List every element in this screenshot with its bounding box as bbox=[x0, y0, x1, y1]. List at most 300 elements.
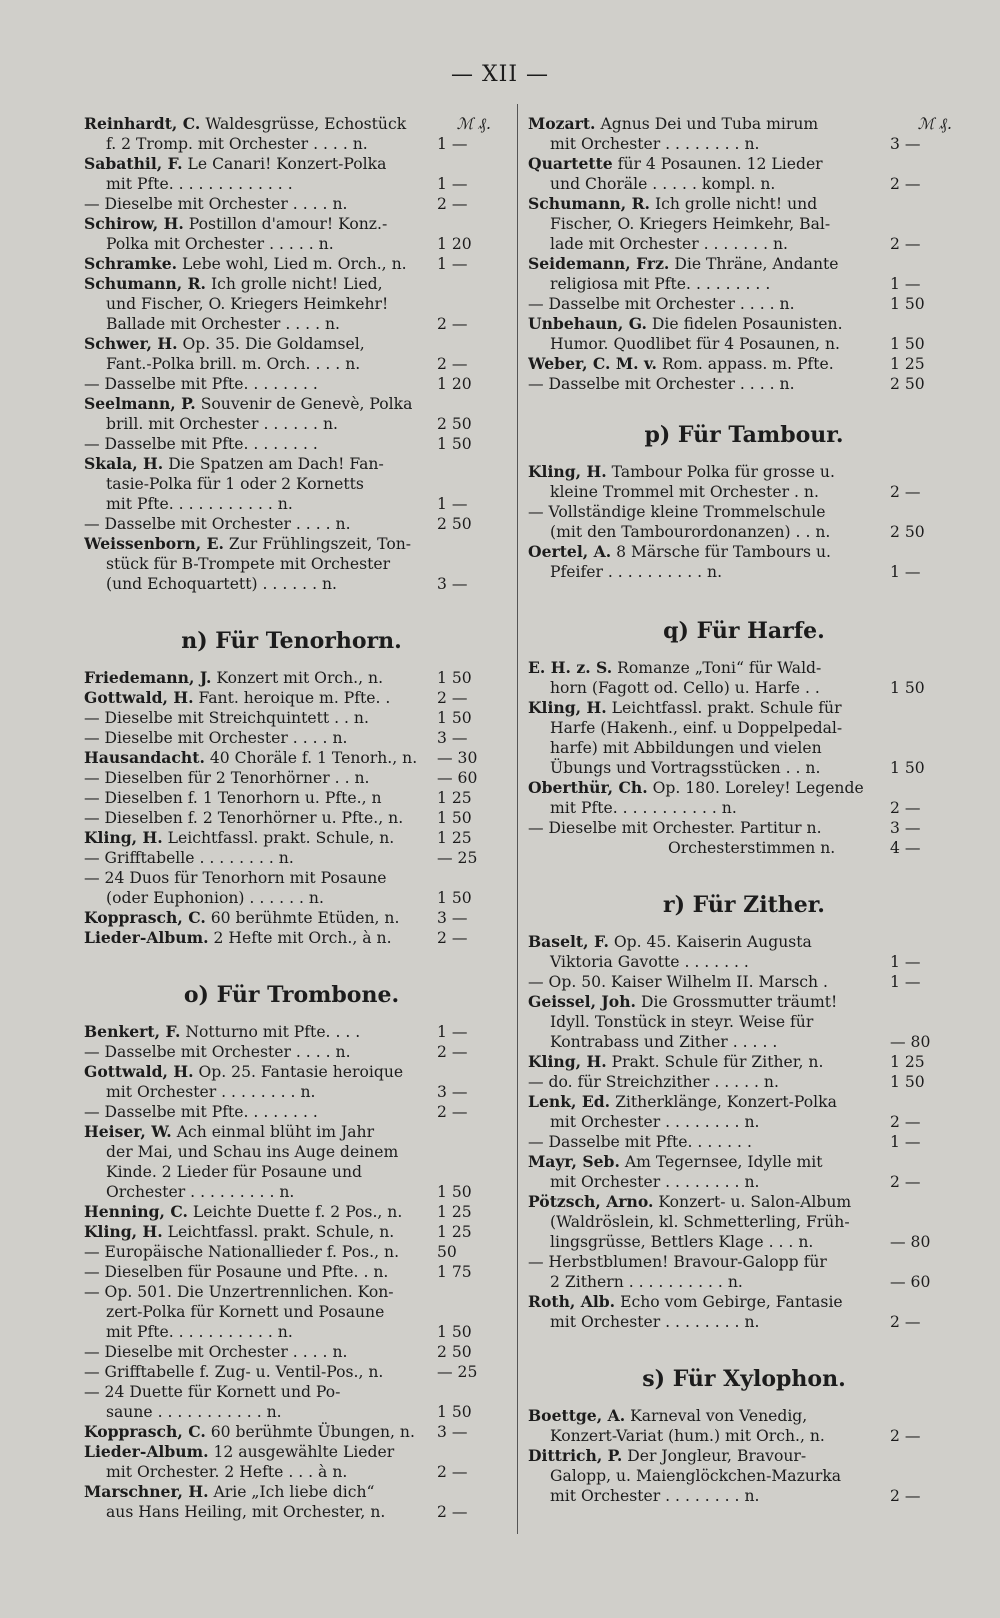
catalog-entry bbox=[528, 1446, 960, 1506]
catalog-entry bbox=[528, 658, 960, 698]
entry-text: Am Tegernsee, Idylle mit bbox=[624, 1153, 823, 1171]
price: — 60 bbox=[437, 769, 478, 787]
entry-text: — Dasselbe mit Orchester . . . . n. bbox=[528, 375, 795, 393]
entry-first-line bbox=[528, 698, 960, 718]
composer-name: Roth, Alb. bbox=[528, 1292, 616, 1311]
catalog-entry bbox=[528, 778, 960, 818]
entry-text: Op. 25. Fantasie heroique bbox=[198, 1063, 404, 1081]
entry-text: — Dasselbe mit Pfte. . . . . . . bbox=[528, 1133, 752, 1151]
composer-name: Schirow, H. bbox=[84, 214, 184, 233]
price: 3 — bbox=[437, 1423, 468, 1441]
price: 2 — bbox=[890, 1487, 921, 1505]
section-heading: o) Für Trombone. bbox=[183, 982, 400, 1008]
entry-text: Polka mit Orchester . . . . . n. bbox=[106, 235, 334, 253]
entry-text: Arie „Ich liebe dich“ bbox=[213, 1483, 375, 1501]
price: 1 50 bbox=[437, 669, 472, 687]
entry-text: Ich grolle nicht! und bbox=[654, 195, 818, 213]
entry-first-line bbox=[528, 1446, 960, 1466]
entry-first-line bbox=[528, 114, 960, 134]
price: 2 50 bbox=[437, 415, 472, 433]
entry-text: — Dieselbe mit Orchester . . . . n. bbox=[84, 1343, 348, 1361]
catalog-entry bbox=[84, 708, 499, 728]
entry-text: Kinde. 2 Lieder für Posaune und bbox=[106, 1163, 362, 1181]
price: 3 — bbox=[890, 819, 921, 837]
entry-text: Kontrabass und Zither . . . . . bbox=[550, 1033, 778, 1051]
entry-continuation-line bbox=[84, 294, 499, 314]
composer-name: Hausandacht. bbox=[84, 748, 205, 767]
composer-name: Henning, C. bbox=[84, 1202, 188, 1221]
entry-text: Ach einmal blüht im Jahr bbox=[176, 1123, 375, 1141]
catalog-entry bbox=[84, 1242, 499, 1262]
entry-text: (oder Euphonion) . . . . . . n. bbox=[106, 889, 324, 907]
catalog-entry bbox=[84, 1062, 499, 1102]
entry-first-line bbox=[528, 254, 960, 274]
composer-name: Schumann, R. bbox=[528, 194, 650, 213]
entry-continuation-line bbox=[84, 554, 499, 574]
composer-name: Oberthür, Ch. bbox=[528, 778, 648, 797]
price: 4 — bbox=[890, 839, 921, 857]
price: 1 — bbox=[890, 973, 921, 991]
entry-text: Prakt. Schule für Zither, n. bbox=[611, 1053, 824, 1071]
entry-text: Leichte Duette f. 2 Pos., n. bbox=[192, 1203, 403, 1221]
price: 3 — bbox=[437, 909, 468, 927]
catalog-entry bbox=[84, 154, 499, 194]
entry-text: Echo vom Gebirge, Fantasie bbox=[620, 1293, 843, 1311]
catalog-entry bbox=[84, 514, 499, 534]
price: 1 25 bbox=[437, 1223, 472, 1241]
entry-text: — Op. 501. Die Unzertrennlichen. Kon- bbox=[84, 1283, 394, 1301]
entry-first-line bbox=[528, 462, 960, 482]
catalog-entry bbox=[528, 114, 960, 154]
entry-text: 2 Hefte mit Orch., à n. bbox=[213, 929, 392, 947]
catalog-entry bbox=[84, 254, 499, 274]
composer-name: Kopprasch, C. bbox=[84, 908, 206, 927]
entry-first-line bbox=[84, 1442, 499, 1462]
composer-name: Kling, H. bbox=[528, 698, 607, 717]
entry-text: lade mit Orchester . . . . . . . n. bbox=[550, 235, 788, 253]
composer-name: Weber, C. M. v. bbox=[528, 354, 657, 373]
price: 1 — bbox=[437, 495, 468, 513]
price: 3 — bbox=[437, 575, 468, 593]
catalog-entry bbox=[528, 1152, 960, 1192]
catalog-entry bbox=[528, 354, 960, 374]
entry-first-line bbox=[84, 334, 499, 354]
price: — 25 bbox=[437, 849, 478, 867]
price: 1 50 bbox=[437, 435, 472, 453]
entry-first-line bbox=[84, 1122, 499, 1142]
composer-name: Boettge, A. bbox=[528, 1406, 626, 1425]
entry-first-line bbox=[528, 314, 960, 334]
price: 2 — bbox=[437, 355, 468, 373]
entry-text: Pfeifer . . . . . . . . . . n. bbox=[550, 563, 723, 581]
catalog-entry bbox=[528, 462, 960, 502]
price: 3 — bbox=[890, 135, 921, 153]
entry-text: f. 2 Tromp. mit Orchester . . . . n. bbox=[106, 135, 368, 153]
catalog-entry bbox=[84, 1122, 499, 1202]
entry-text: Zur Frühlingszeit, Ton- bbox=[228, 535, 412, 553]
entry-text: zert-Polka für Kornett und Posaune bbox=[106, 1303, 385, 1321]
entry-text: — Dieselben für 2 Tenorhörner . . n. bbox=[84, 769, 370, 787]
entry-text: Rom. appass. m. Pfte. bbox=[661, 355, 834, 373]
catalog-entry bbox=[528, 932, 960, 972]
entry-text: Konzert mit Orch., n. bbox=[216, 669, 384, 687]
entry-text: Viktoria Gavotte . . . . . . . bbox=[550, 953, 749, 971]
entry-text: Galopp, u. Maienglöckchen-Mazurka bbox=[550, 1467, 842, 1485]
catalog-entry bbox=[84, 1042, 499, 1062]
composer-name: Kling, H. bbox=[528, 462, 607, 481]
composer-name: Lenk, Ed. bbox=[528, 1092, 611, 1111]
catalog-entry bbox=[528, 254, 960, 294]
price: 1 — bbox=[890, 275, 921, 293]
composer-name: Oertel, A. bbox=[528, 542, 612, 561]
entry-text: mit Pfte. . . . . . . . . . . n. bbox=[550, 799, 737, 817]
entry-text: Konzert-Variat (hum.) mit Orch., n. bbox=[550, 1427, 825, 1445]
entry-continuation-line bbox=[528, 1212, 960, 1232]
entry-text: 12 ausgewählte Lieder bbox=[213, 1443, 395, 1461]
entry-first-line bbox=[528, 1192, 960, 1212]
entry-text: Postillon d'amour! Konz.- bbox=[188, 215, 388, 233]
entry-text: — Grifftabelle f. Zug- u. Ventil-Pos., n. bbox=[84, 1363, 384, 1381]
catalog-entry bbox=[84, 1222, 499, 1242]
entry-text: — Dieselben für Posaune und Pfte. . n. bbox=[84, 1263, 389, 1281]
composer-name: Marschner, H. bbox=[84, 1482, 209, 1501]
entry-first-line bbox=[528, 154, 960, 174]
entry-text: Fant. heroique m. Pfte. . bbox=[198, 689, 391, 707]
composer-name: Kling, H. bbox=[84, 1222, 163, 1241]
composer-name: Mozart. bbox=[528, 114, 596, 133]
entry-text: — Dieselbe mit Orchester . . . . n. bbox=[84, 195, 348, 213]
catalog-entry bbox=[84, 868, 499, 908]
entry-text: — Dasselbe mit Pfte. . . . . . . . bbox=[84, 435, 318, 453]
entry-text: Die fidelen Posaunisten. bbox=[651, 315, 843, 333]
entry-continuation-line bbox=[528, 214, 960, 234]
composer-name: Skala, H. bbox=[84, 454, 164, 473]
composer-name: Seidemann, Frz. bbox=[528, 254, 670, 273]
catalog-entry bbox=[84, 334, 499, 374]
entry-first-line bbox=[528, 1152, 960, 1172]
catalog-entry bbox=[84, 194, 499, 214]
catalog-entry bbox=[84, 1382, 499, 1422]
entry-text: — Dasselbe mit Orchester . . . . n. bbox=[84, 515, 351, 533]
composer-name: Baselt, F. bbox=[528, 932, 609, 951]
price: 3 — bbox=[437, 729, 468, 747]
entry-text: Le Canari! Konzert-Polka bbox=[187, 155, 387, 173]
composer-name: Schwer, H. bbox=[84, 334, 178, 353]
entry-text: Übungs und Vortragsstücken . . n. bbox=[550, 759, 821, 777]
price: 1 20 bbox=[437, 235, 472, 253]
composer-name: Geissel, Joh. bbox=[528, 992, 636, 1011]
price: 2 — bbox=[890, 235, 921, 253]
catalog-entry bbox=[528, 698, 960, 778]
price: 2 — bbox=[890, 1113, 921, 1131]
entry-text: Op. 45. Kaiserin Augusta bbox=[613, 933, 812, 951]
catalog-entry bbox=[84, 114, 499, 154]
price: 1 50 bbox=[437, 709, 472, 727]
price: 1 25 bbox=[437, 829, 472, 847]
price: 1 50 bbox=[437, 889, 472, 907]
price: 2 — bbox=[437, 1503, 468, 1521]
entry-text: Die Grossmutter träumt! bbox=[640, 993, 838, 1011]
entry-text: — Dieselbe mit Orchester . . . . n. bbox=[84, 729, 348, 747]
section-heading: s) Für Xylophon. bbox=[642, 1366, 846, 1392]
entry-text: — Vollständige kleine Trommelschule bbox=[528, 503, 826, 521]
entry-text: tasie-Polka für 1 oder 2 Kornetts bbox=[106, 475, 364, 493]
entry-text: Fischer, O. Kriegers Heimkehr, Bal- bbox=[550, 215, 831, 233]
price: 1 25 bbox=[437, 789, 472, 807]
entry-first-line bbox=[84, 214, 499, 234]
column-divider bbox=[517, 104, 518, 1534]
catalog-entry bbox=[528, 194, 960, 254]
entry-text: — Dasselbe mit Orchester . . . . n. bbox=[528, 295, 795, 313]
entry-continuation-line bbox=[84, 1302, 499, 1322]
entry-first-line bbox=[84, 114, 499, 134]
entry-first-line bbox=[528, 194, 960, 214]
price: 1 50 bbox=[437, 1403, 472, 1421]
catalog-entry bbox=[528, 314, 960, 354]
entry-text: lingsgrüsse, Bettlers Klage . . . n. bbox=[550, 1233, 814, 1251]
entry-text: 2 Zithern . . . . . . . . . . n. bbox=[550, 1273, 743, 1291]
composer-name: Dittrich, P. bbox=[528, 1446, 623, 1465]
price: 1 50 bbox=[437, 1323, 472, 1341]
price: 1 50 bbox=[890, 335, 925, 353]
entry-first-line bbox=[84, 1062, 499, 1082]
entry-text: Tambour Polka für grosse u. bbox=[611, 463, 835, 481]
composer-name: E. H. z. S. bbox=[528, 658, 613, 677]
entry-first-line bbox=[528, 1292, 960, 1312]
composer-name: Benkert, F. bbox=[84, 1022, 181, 1041]
catalog-entry bbox=[528, 992, 960, 1052]
price: 2 — bbox=[437, 1463, 468, 1481]
price: 1 50 bbox=[437, 809, 472, 827]
composer-name: Seelmann, P. bbox=[84, 394, 196, 413]
entry-text: mit Pfte. . . . . . . . . . . . . bbox=[106, 175, 293, 193]
composer-name: Mayr, Seb. bbox=[528, 1152, 620, 1171]
entry-text: Waldesgrüsse, Echostück bbox=[205, 115, 407, 133]
section-heading: r) Für Zither. bbox=[663, 892, 825, 918]
price: 2 — bbox=[437, 195, 468, 213]
entry-continuation-line bbox=[528, 738, 960, 758]
price: 1 — bbox=[437, 135, 468, 153]
entry-text: mit Orchester . . . . . . . . n. bbox=[550, 1487, 760, 1505]
composer-name: Lieder-Album. bbox=[84, 1442, 209, 1461]
entry-continuation-line bbox=[84, 474, 499, 494]
price: 2 — bbox=[437, 929, 468, 947]
catalog-entry bbox=[528, 1192, 960, 1252]
entry-text: — 24 Duos für Tenorhorn mit Posaune bbox=[84, 869, 387, 887]
price: 1 50 bbox=[890, 759, 925, 777]
entry-text: Notturno mit Pfte. . . . bbox=[185, 1023, 361, 1041]
composer-name: Kling, H. bbox=[528, 1052, 607, 1071]
price: 1 20 bbox=[437, 375, 472, 393]
entry-text: (und Echoquartett) . . . . . . n. bbox=[106, 575, 337, 593]
section-heading: p) Für Tambour. bbox=[644, 422, 844, 448]
composer-name: Kling, H. bbox=[84, 828, 163, 847]
catalog-entry bbox=[84, 768, 499, 788]
entry-text: mit Pfte. . . . . . . . . . . n. bbox=[106, 495, 293, 513]
catalog-entry bbox=[84, 728, 499, 748]
entry-text: harfe) mit Abbildungen und vielen bbox=[550, 739, 822, 757]
entry-text: Agnus Dei und Tuba mirum bbox=[600, 115, 819, 133]
entry-text: Ich grolle nicht! Lied, bbox=[210, 275, 383, 293]
entry-text: mit Orchester . . . . . . . . n. bbox=[550, 1313, 760, 1331]
price: 1 — bbox=[437, 175, 468, 193]
catalog-entry bbox=[84, 848, 499, 868]
currency-header: ℳ ₰. bbox=[917, 115, 952, 133]
entry-text: Op. 35. Die Goldamsel, bbox=[182, 335, 365, 353]
price: 1 — bbox=[890, 953, 921, 971]
entry-first-line bbox=[528, 932, 960, 952]
entry-first-line bbox=[528, 1252, 960, 1272]
entry-text: Karneval von Venedig, bbox=[630, 1407, 808, 1425]
catalog-entry bbox=[528, 1132, 960, 1152]
entry-text: mit Orchester. 2 Hefte . . . à n. bbox=[106, 1463, 348, 1481]
entry-text: der Mai, und Schau ins Auge deinem bbox=[106, 1143, 399, 1161]
entry-text: Lebe wohl, Lied m. Orch., n. bbox=[182, 255, 407, 273]
price: 2 — bbox=[890, 175, 921, 193]
entry-text: Leichtfassl. prakt. Schule, n. bbox=[167, 1223, 395, 1241]
catalog-entry bbox=[84, 1422, 499, 1442]
catalog-entry bbox=[84, 1282, 499, 1342]
entry-text: 60 berühmte Etüden, n. bbox=[210, 909, 400, 927]
entry-text: kleine Trommel mit Orchester . n. bbox=[550, 483, 819, 501]
entry-text: mit Orchester . . . . . . . . n. bbox=[550, 1113, 760, 1131]
entry-first-line bbox=[84, 454, 499, 474]
catalog-entry bbox=[84, 434, 499, 454]
composer-name: Heiser, W. bbox=[84, 1122, 172, 1141]
price: — 80 bbox=[890, 1033, 931, 1051]
page-number: — XII — bbox=[450, 62, 550, 87]
entry-text: — Herbstblumen! Bravour-Galopp für bbox=[528, 1253, 827, 1271]
catalog-entry bbox=[84, 908, 499, 928]
entry-text: mit Orchester . . . . . . . . n. bbox=[550, 135, 760, 153]
entry-first-line bbox=[528, 1406, 960, 1426]
catalog-entry bbox=[528, 1406, 960, 1446]
catalog-entry bbox=[528, 154, 960, 194]
catalog-entry bbox=[84, 688, 499, 708]
entry-continuation-line bbox=[84, 1142, 499, 1162]
composer-name: Gottwald, H. bbox=[84, 688, 194, 707]
price: 2 — bbox=[437, 1103, 468, 1121]
catalog-entry bbox=[528, 1292, 960, 1332]
catalog-entry bbox=[84, 1022, 499, 1042]
entry-text: — Dieselben f. 2 Tenorhörner u. Pfte., n. bbox=[84, 809, 404, 827]
entry-text: Idyll. Tonstück in steyr. Weise für bbox=[550, 1013, 814, 1031]
catalog-entry bbox=[528, 818, 960, 838]
entry-text: — do. für Streichzither . . . . . n. bbox=[528, 1073, 779, 1091]
composer-name: Lieder-Album. bbox=[84, 928, 209, 947]
price: 1 25 bbox=[890, 1053, 925, 1071]
right-column bbox=[528, 114, 960, 1506]
entry-first-line bbox=[528, 658, 960, 678]
entry-text: (Waldröslein, kl. Schmetterling, Früh- bbox=[550, 1213, 850, 1231]
catalog-entry bbox=[84, 274, 499, 334]
price: 2 — bbox=[890, 1427, 921, 1445]
price: 1 — bbox=[437, 1023, 468, 1041]
entry-text: Leichtfassl. prakt. Schule für bbox=[611, 699, 842, 717]
catalog-entry bbox=[84, 828, 499, 848]
composer-name: Unbehaun, G. bbox=[528, 314, 647, 333]
entry-text: — Dieselben f. 1 Tenorhorn u. Pfte., n bbox=[84, 789, 382, 807]
entry-text: — Europäische Nationallieder f. Pos., n. bbox=[84, 1243, 400, 1261]
entry-text: und Choräle . . . . . kompl. n. bbox=[550, 175, 776, 193]
price: 1 50 bbox=[890, 679, 925, 697]
entry-first-line bbox=[84, 534, 499, 554]
entry-text: Humor. Quodlibet für 4 Posaunen, n. bbox=[550, 335, 840, 353]
price: 3 — bbox=[437, 1083, 468, 1101]
entry-first-line bbox=[84, 868, 499, 888]
entry-first-line bbox=[528, 1092, 960, 1112]
entry-text: — Dasselbe mit Orchester . . . . n. bbox=[84, 1043, 351, 1061]
composer-name: Schumann, R. bbox=[84, 274, 206, 293]
entry-first-line bbox=[84, 1382, 499, 1402]
entry-text: Orchesterstimmen n. bbox=[668, 839, 836, 857]
entry-text: mit Pfte. . . . . . . . . . . n. bbox=[106, 1323, 293, 1341]
entry-first-line bbox=[84, 154, 499, 174]
entry-continuation-line bbox=[528, 1012, 960, 1032]
catalog-entry bbox=[84, 394, 499, 434]
composer-name: Pötzsch, Arno. bbox=[528, 1192, 654, 1211]
entry-text: Harfe (Hakenh., einf. u Doppelpedal- bbox=[550, 719, 843, 737]
entry-text: Fant.-Polka brill. m. Orch. . . . n. bbox=[106, 355, 361, 373]
price: 2 50 bbox=[437, 1343, 472, 1361]
price: 1 — bbox=[890, 1133, 921, 1151]
entry-first-line bbox=[84, 1482, 499, 1502]
entry-text: Konzert- u. Salon-Album bbox=[658, 1193, 852, 1211]
entry-text: religiosa mit Pfte. . . . . . . . . bbox=[550, 275, 771, 293]
catalog-entry bbox=[84, 454, 499, 514]
entry-text: Die Spatzen am Dach! Fan- bbox=[168, 455, 384, 473]
entry-text: — Dasselbe mit Pfte. . . . . . . . bbox=[84, 1103, 318, 1121]
catalog-entry bbox=[84, 1362, 499, 1382]
price: — 25 bbox=[437, 1363, 478, 1381]
entry-text: Die Thräne, Andante bbox=[674, 255, 839, 273]
composer-name: Kopprasch, C. bbox=[84, 1422, 206, 1441]
entry-text: — 24 Duette für Kornett und Po- bbox=[84, 1383, 341, 1401]
entry-text: für 4 Posaunen. 12 Lieder bbox=[617, 155, 823, 173]
entry-text: (mit den Tambourordonanzen) . . n. bbox=[550, 523, 831, 541]
composer-name: Quartette bbox=[528, 154, 613, 173]
catalog-entry bbox=[528, 838, 960, 858]
section-heading: n) Für Tenorhorn. bbox=[181, 628, 402, 654]
entry-text: 8 Märsche für Tambours u. bbox=[616, 543, 832, 561]
entry-text: und Fischer, O. Kriegers Heimkehr! bbox=[106, 295, 389, 313]
composer-name: Schramke. bbox=[84, 254, 178, 273]
price: — 60 bbox=[890, 1273, 931, 1291]
entry-continuation-line bbox=[528, 1466, 960, 1486]
entry-text: stück für B-Trompete mit Orchester bbox=[106, 555, 391, 573]
price: 2 50 bbox=[890, 523, 925, 541]
entry-text: Orchester . . . . . . . . . n. bbox=[106, 1183, 295, 1201]
catalog-entry bbox=[528, 972, 960, 992]
catalog-entry bbox=[84, 1442, 499, 1482]
catalog-entry bbox=[84, 788, 499, 808]
entry-text: Zitherklänge, Konzert-Polka bbox=[615, 1093, 837, 1111]
section-heading: q) Für Harfe. bbox=[663, 618, 825, 644]
catalog-entry bbox=[84, 748, 499, 768]
catalog-entry bbox=[84, 808, 499, 828]
entry-text: Op. 180. Loreley! Legende bbox=[652, 779, 864, 797]
entry-text: Ballade mit Orchester . . . . n. bbox=[106, 315, 340, 333]
entry-text: — Dasselbe mit Pfte. . . . . . . . bbox=[84, 375, 318, 393]
catalog-entry bbox=[84, 374, 499, 394]
price: — 30 bbox=[437, 749, 478, 767]
price: 50 bbox=[437, 1243, 457, 1261]
entry-first-line bbox=[528, 502, 960, 522]
price: 2 — bbox=[890, 1313, 921, 1331]
price: 1 50 bbox=[890, 1073, 925, 1091]
entry-text: — Op. 50. Kaiser Wilhelm II. Marsch . bbox=[528, 973, 828, 991]
entry-first-line bbox=[84, 1282, 499, 1302]
